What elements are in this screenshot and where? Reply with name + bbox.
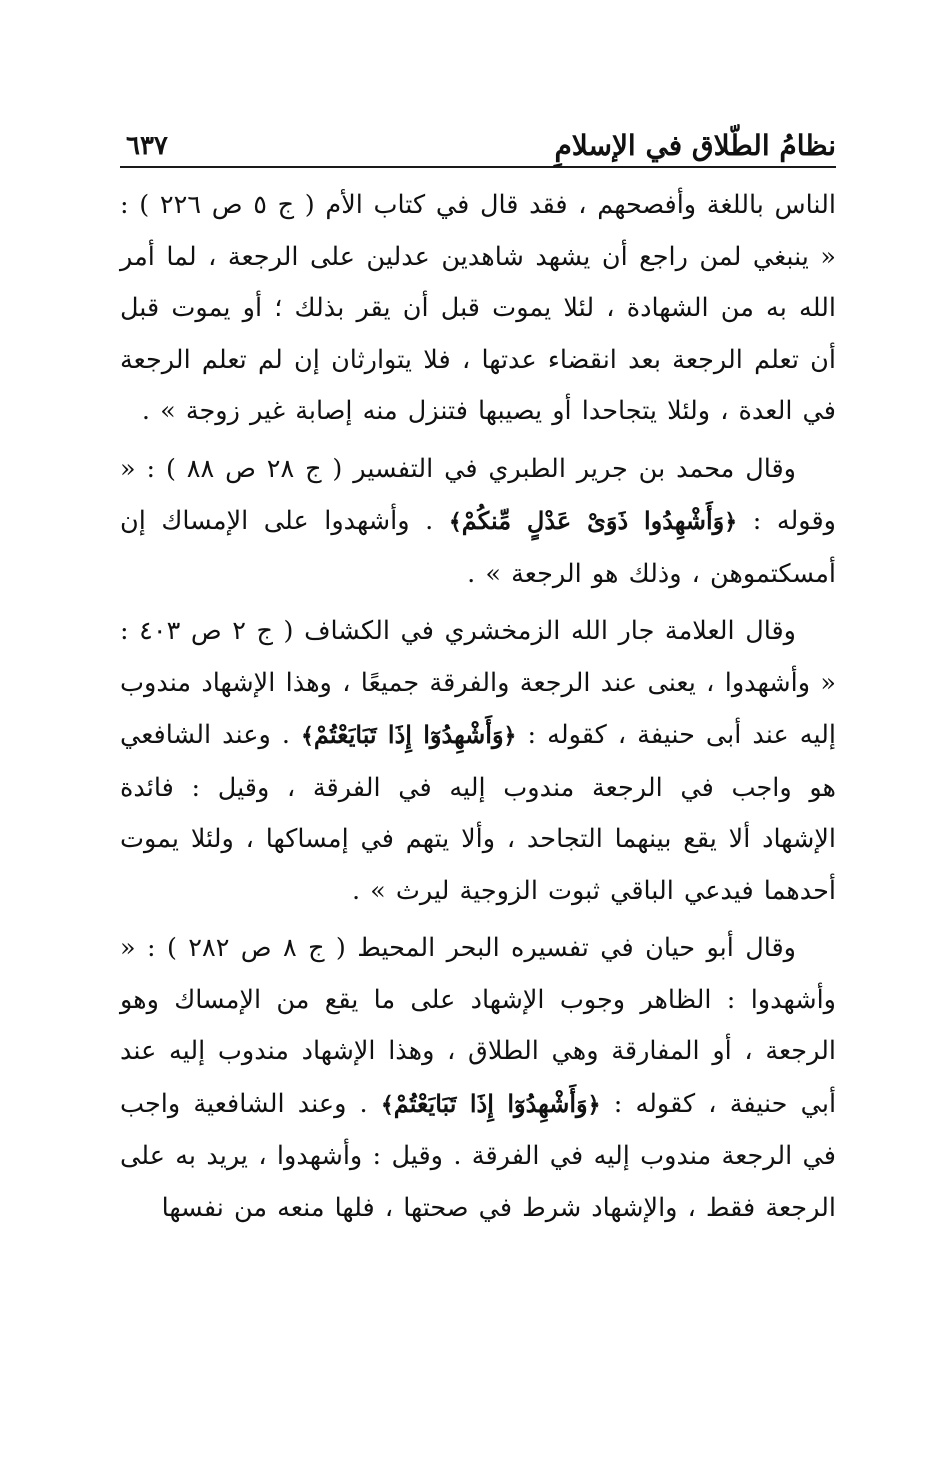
paragraph-text: وقال العلامة جار الله الزمخشري في الكشاف ( ج ٢ ص ٤٠٣ : « وأشهدوا ، يعنى عند الرجعة والفرقة جميعًا ، وهذا الإشهاد مندوب إليه عند أبى حنيفة ، كقوله : bbox=[120, 616, 836, 750]
paragraph-tabari-quote bbox=[120, 444, 836, 601]
page-body bbox=[120, 180, 836, 1234]
quran-verse: وَأَشْهِدُوٓا إِذَا تَبَايَعْتُمْ bbox=[393, 1088, 588, 1118]
paragraph-abu-hayyan-quote bbox=[120, 923, 836, 1234]
quran-verse: وَأَشْهِدُوٓا إِذَا تَبَايَعْتُمْ bbox=[313, 720, 504, 749]
quran-close-bracket: ﴾ bbox=[380, 1091, 394, 1118]
quran-close-bracket: ﴾ bbox=[301, 723, 314, 749]
paragraph-text: . وأشهدوا على الإمساك إن أمسكتموهن ، وذلك هو الرجعة » . bbox=[120, 506, 836, 589]
paragraph-zamakhshari-quote bbox=[120, 606, 836, 917]
quran-open-bracket: ﴿ bbox=[503, 723, 517, 749]
quran-close-bracket: ﴾ bbox=[448, 509, 462, 535]
book-page bbox=[120, 118, 836, 1368]
paragraph-al-umm-quote: الناس باللغة وأفصحهم ، فقد قال في كتاب الأم ( ج ٥ ص ٢٢٦ ) : « ينبغي لمن راجع أن يشهد شاهدين عدلين على الرجعة ، لما أمر الله به من الشهادة ، لئلا يموت قبل أن يقر بذلك ؛ أو يموت قبل أن تعلم الرجعة بعد انقضاء عدتها ، فلا يتوارثان إن لم تعلم الرجعة في العدة ، ولئلا يتجاحدا أو يصيبها فتنزل منه إصابة غير زوجة » . bbox=[120, 190, 836, 426]
paragraph-text: وقال محمد بن جرير الطبري في التفسير ( ج ٢٨ ص ٨٨ ) : « وقوله : bbox=[120, 453, 836, 536]
page-header bbox=[120, 118, 836, 168]
quran-open-bracket: ﴿ bbox=[587, 1091, 601, 1118]
paragraph-text: وقال أبو حيان في تفسيره البحر المحيط ( ج ٨ ص ٢٨٢ ) : « وأشهدوا : الظاهر وجوب الإشهاد على ما يقع من الإمساك وهو الرجعة ، أو المفارقة وهي الطلاق ، وهذا الإشهاد مندوب إليه عند أبي حنيفة ، كقوله : bbox=[120, 933, 837, 1119]
quran-open-bracket: ﴿ bbox=[724, 509, 738, 535]
paragraph-text: . وعند الشافعية واجب في الرجعة مندوب إليه في الفرقة . وقيل : وأشهدوا ، يريد به على الرجعة فقط ، والإشهاد شرط في صحتها ، فلها منعه من نفسها bbox=[120, 1088, 836, 1223]
running-title: نظامُ الطّلاق في الإسلامِ bbox=[554, 129, 836, 162]
quran-verse: وَأَشْهِدُوا ذَوَىْ عَدْلٍ مِّنكُمْ bbox=[461, 506, 725, 535]
page-number: ٦٣٧ bbox=[126, 131, 168, 161]
paragraph-text: . وعند الشافعي هو واجب في الرجعة مندوب إليه في الفرقة ، وقيل : فائدة الإشهاد ألا يقع بينهما التجاحد ، وألا يتهم في إمساكها ، ولئلا يموت أحدهما فيدعي الباقي ثبوت الزوجية ليرث » . bbox=[120, 720, 836, 906]
